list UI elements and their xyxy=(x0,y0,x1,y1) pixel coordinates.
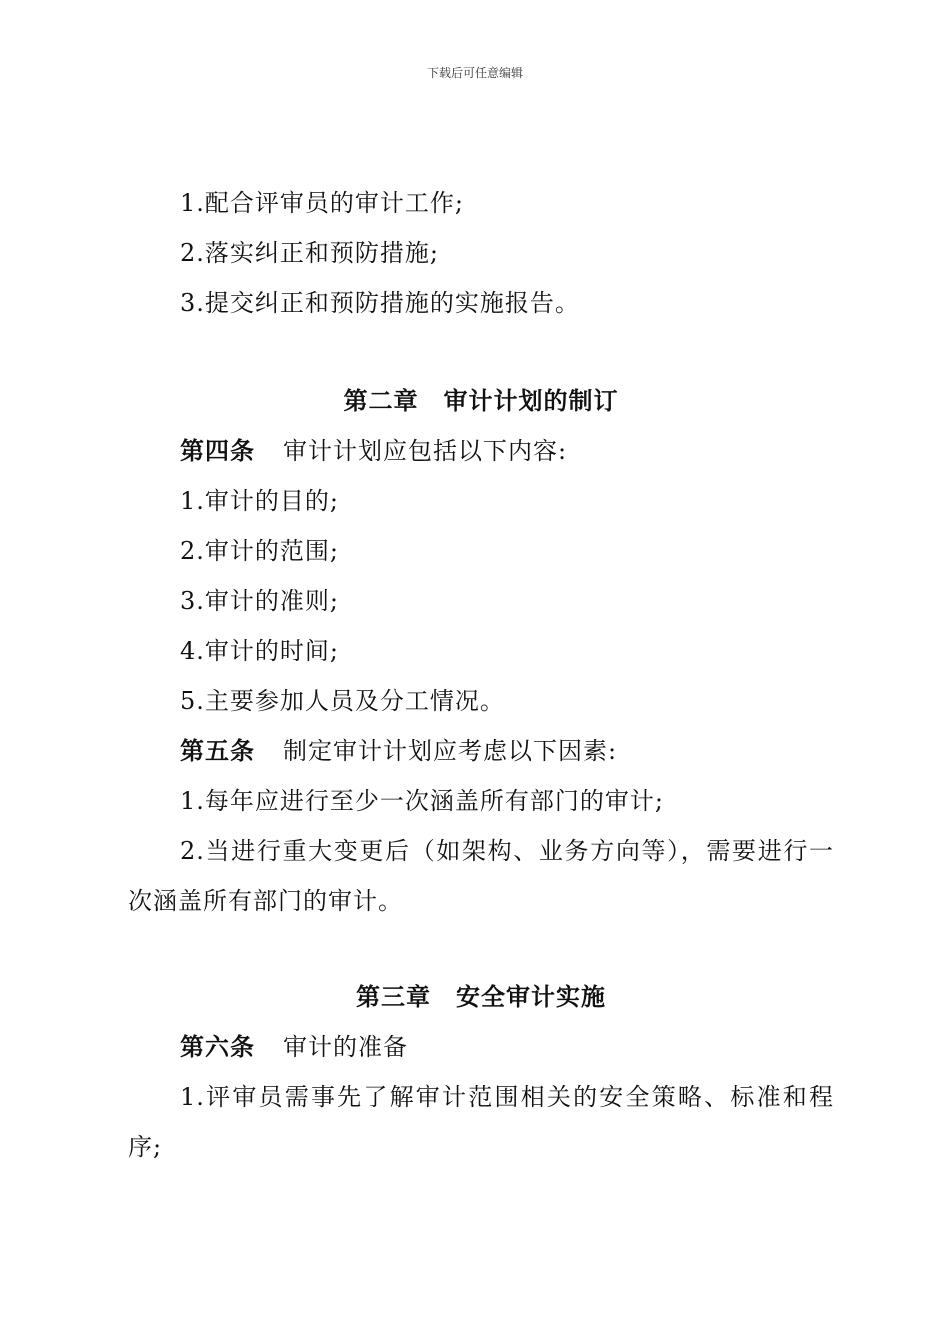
spacer xyxy=(128,926,834,972)
article-text: 审计计划应包括以下内容: xyxy=(283,437,568,465)
list-item: 1.审计的目的; xyxy=(180,487,339,515)
list-item: 1.配合评审员的审计工作; xyxy=(180,189,464,217)
article-text: 审计的准备 xyxy=(283,1033,408,1061)
list-item: 2.当进行重大变更后（如架构、业务方向等），需要进行一次涵盖所有部门的审计。 xyxy=(128,837,834,915)
article-heading xyxy=(128,726,834,776)
document-body xyxy=(128,178,834,1172)
chapter-title: 第三章 安全审计实施 xyxy=(356,982,606,1011)
list-item: 2.落实纠正和预防措施; xyxy=(180,239,439,267)
list-item: 2.审计的范围; xyxy=(180,537,339,565)
list-item: 5.主要参加人员及分工情况。 xyxy=(180,687,505,715)
article-label: 第六条 xyxy=(180,1032,255,1061)
article-label: 第五条 xyxy=(180,736,255,765)
list-item: 1.每年应进行至少一次涵盖所有部门的审计; xyxy=(180,787,664,815)
spacer xyxy=(128,328,834,376)
page-header-note: 下载后可任意编辑 xyxy=(426,66,523,80)
article-label: 第四条 xyxy=(180,436,255,465)
list-item: 4.审计的时间; xyxy=(180,637,339,665)
article-heading xyxy=(128,426,834,476)
article-text: 制定审计计划应考虑以下因素: xyxy=(283,737,618,765)
list-item: 3.审计的准则; xyxy=(180,587,339,615)
chapter-title: 第二章 审计计划的制订 xyxy=(343,386,619,415)
list-item: 1.评审员需事先了解审计范围相关的安全策略、标准和程序; xyxy=(128,1083,834,1161)
article-heading xyxy=(128,1022,834,1072)
list-item: 3.提交纠正和预防措施的实施报告。 xyxy=(180,289,580,317)
